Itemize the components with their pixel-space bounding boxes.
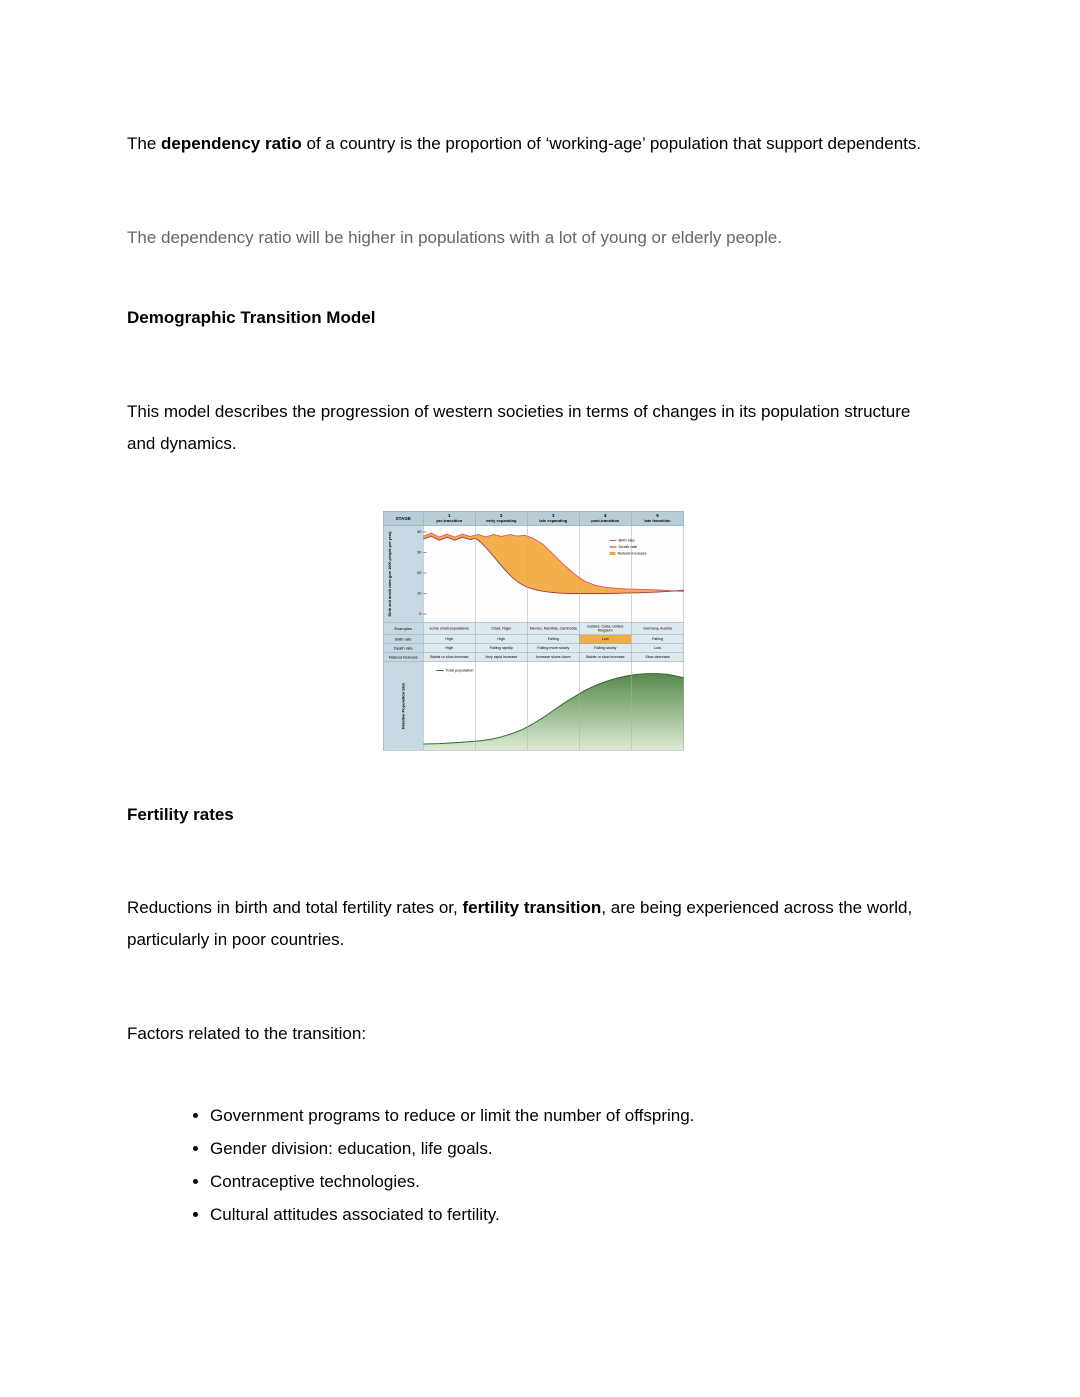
stage-header-cell xyxy=(424,512,476,526)
legend-label: Birth rate xyxy=(618,538,635,543)
stage-number: 1 xyxy=(447,513,451,518)
y-tick-label: 0 xyxy=(419,611,422,616)
factors-bullet-list xyxy=(127,1099,941,1231)
figure-header xyxy=(384,512,684,527)
stage-name: early expanding xyxy=(486,518,517,523)
population-plot xyxy=(424,662,684,750)
text-segment: Reductions in birth and total fertility rates or, xyxy=(127,898,463,917)
paragraph-fertility-transition xyxy=(127,892,941,956)
chart-y-axis-label: Birth and death rates (per 1000 people per year) xyxy=(387,531,392,617)
figure-table-row xyxy=(384,653,684,662)
chart-plot xyxy=(424,526,684,622)
population-axis xyxy=(384,662,424,750)
figure-table-cell: Stable or slow increase xyxy=(580,653,632,662)
y-tick-label: 40 xyxy=(417,529,422,534)
figure-table-cell: Chad, Niger xyxy=(476,623,528,635)
y-tick-label: 30 xyxy=(417,550,422,555)
legend-entry xyxy=(610,550,647,557)
stage-name: late transition xyxy=(644,518,671,523)
figure-table-cell: Slow decrease xyxy=(645,654,670,660)
figure-table-cell: Falling xyxy=(528,635,580,644)
figure-inner xyxy=(383,511,684,751)
stage-name: post-transition xyxy=(591,518,620,523)
figure-table-cell: Very rapid increase xyxy=(476,653,528,662)
legend-swatch-line xyxy=(610,546,617,547)
paragraph-model-description: This model describes the progression of western societies in terms of changes in its population structure and dynamics. xyxy=(127,402,911,453)
figure-table-cell: High xyxy=(476,635,528,644)
stage-number: 5 xyxy=(656,513,659,518)
figure-row-label: Death rate xyxy=(384,644,424,653)
chart-y-axis xyxy=(384,526,424,622)
stage-name: late expanding xyxy=(539,518,568,523)
legend-swatch-line xyxy=(610,540,617,541)
bullet-item: • Contraceptive technologies. xyxy=(210,1165,941,1198)
population-legend-label: Total population xyxy=(445,668,474,673)
figure-bottom xyxy=(384,662,684,750)
text-segment: , are being experienced across the world, particularly in poor countries. xyxy=(127,898,913,949)
bold-fertility-transition: fertility transition xyxy=(462,898,602,917)
stage-number: 2 xyxy=(499,513,503,518)
figure-row-label: Birth rate xyxy=(384,635,424,644)
population-legend xyxy=(437,668,474,673)
population-chart-svg xyxy=(424,662,684,750)
population-legend-swatch xyxy=(437,670,444,671)
population-axis-label: Relative Population Size xyxy=(400,682,406,730)
figure-row-label: Examples xyxy=(384,623,424,635)
stage-name: pre-transition xyxy=(436,518,463,523)
stage-header-cell xyxy=(580,512,632,526)
paragraph-dependency-ratio xyxy=(127,128,941,160)
bullet-item: • Government programs to reduce or limit the number of offspring. xyxy=(210,1099,941,1132)
figure-table-row xyxy=(384,623,684,636)
text-segment: The xyxy=(127,134,162,153)
figure-table xyxy=(384,623,684,663)
legend-label: Natural increase xyxy=(617,551,647,556)
heading-fertility-rates: Fertility rates xyxy=(127,805,234,824)
figure-table-cell: High xyxy=(424,644,476,653)
figure-table-row xyxy=(384,644,684,653)
paragraph-factors: Factors related to the transition: xyxy=(127,1024,367,1043)
figure-table-cell: Stable or slow increase xyxy=(424,653,476,662)
figure-row-label: Natural increase xyxy=(384,653,424,662)
bold-dependency-ratio: dependency ratio xyxy=(161,134,302,153)
y-tick-label: 10 xyxy=(417,591,422,596)
stage-header-cell xyxy=(476,512,528,526)
legend-swatch-box xyxy=(610,552,616,555)
figure-table-cell: Mexico, Namibia, Cambodia xyxy=(528,623,580,635)
figure-table-cell: Falling more slowly xyxy=(528,644,580,653)
figure-table-cell: some small populations xyxy=(424,623,476,635)
figure-chart xyxy=(384,526,684,623)
figure-table-cell: Falling rapidly xyxy=(476,644,528,653)
stage-number: 4 xyxy=(603,513,607,518)
figure-stage-cells xyxy=(424,512,684,526)
bullet-item: • Gender division: education, life goals. xyxy=(210,1132,941,1165)
figure-table-row xyxy=(384,635,684,644)
text-segment: of a country is the proportion of ‘working-age’ population that support dependents. xyxy=(301,134,922,153)
figure-table-cell: Iceland, Cuba, United Kingdom xyxy=(580,623,632,635)
stage-header-cell xyxy=(528,512,580,526)
chart-legend xyxy=(610,537,647,557)
stage-header-cell xyxy=(632,512,684,526)
figure-table-cell: Low xyxy=(654,645,661,651)
stage-number: 3 xyxy=(551,513,555,518)
figure-table-cell: Falling slowly xyxy=(580,644,632,653)
figure-table-cell: High xyxy=(424,635,476,644)
y-tick-label: 20 xyxy=(417,570,422,575)
stage-label: STAGE xyxy=(384,512,424,526)
figure-demographic-transition[interactable] xyxy=(383,511,685,749)
legend-label: Death rate xyxy=(618,544,638,549)
figure-table-cell: Falling xyxy=(651,636,664,642)
paragraph-note-gray: The dependency ratio will be higher in populations with a lot of young or elderly people. xyxy=(127,228,782,247)
figure-table-cell: Germany, Austria xyxy=(643,625,672,631)
figure-table-cell: Low xyxy=(580,635,632,644)
bullet-item: • Cultural attitudes associated to fertility. xyxy=(210,1198,941,1231)
heading-demographic-transition-model: Demographic Transition Model xyxy=(127,308,376,327)
figure-table-cell: Increase slows down xyxy=(528,653,580,662)
